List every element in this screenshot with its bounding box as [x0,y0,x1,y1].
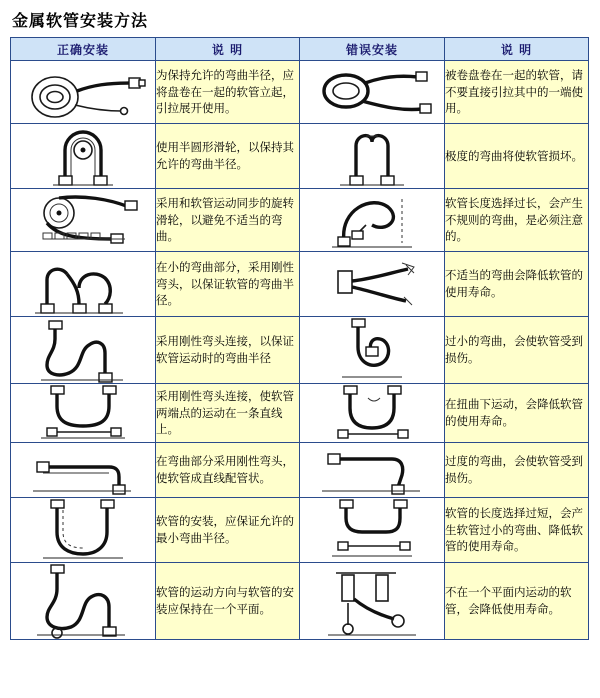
table-header [11,38,589,61]
correct-description: 软管的运动方向与软管的安装应保持在一个平面。 [156,563,300,640]
rigid-elbow-both-ends-icon [11,384,156,443]
excessive-bend-straight-run-icon [300,443,445,498]
rigid-elbow-small-bend-icon [11,252,156,317]
table-row [11,252,589,317]
improper-bend-at-fitting-icon [300,252,445,317]
coiled-hose-vertical-icon [11,61,156,124]
table-row [11,498,589,563]
installation-methods-table [10,37,589,640]
column-header-wrong-desc: 说 明 [445,38,589,61]
correct-description: 软管的安装，应保证允许的最小弯曲半径。 [156,498,300,563]
table-row [11,384,589,443]
wrong-description: 软管长度选择过长，会产生不规则的弯曲，是必须注意的。 [445,189,589,252]
coiled-hose-pulled-icon [300,61,445,124]
sync-rotating-pulley-icon [11,189,156,252]
table-row [11,317,589,384]
page-title: 金属软管安装方法 [12,11,149,30]
correct-description: 采用刚性弯头连接，使软管两端点的运动在一条直线上。 [156,384,300,443]
correct-description: 采用刚性弯头连接，以保证软管运动时的弯曲半径 [156,317,300,384]
correct-description: 在弯曲部分采用刚性弯头，使软管成直线配管状。 [156,443,300,498]
table-row [11,189,589,252]
column-header-correct-desc: 说 明 [156,38,300,61]
too-small-bend-radius-icon [300,317,445,384]
table-body [11,61,589,640]
table-row [11,563,589,640]
straight-pipe-with-elbow-icon [11,443,156,498]
wrong-description: 过度的弯曲，会使软管受到损伤。 [445,443,589,498]
wrong-description: 极度的弯曲将使软管损坏。 [445,124,589,189]
wrong-description: 软管的长度选择过短，会产生软管过小的弯曲、降低软管的使用寿命。 [445,498,589,563]
table-row [11,124,589,189]
wrong-description: 过小的弯曲，会使软管受到损伤。 [445,317,589,384]
table-header-row [11,38,589,61]
wrong-description: 被卷盘卷在一起的软管，请不要直接引拉其中的一端使用。 [445,61,589,124]
twisted-u-motion-icon [300,384,445,443]
overlong-hose-flat-bend-icon [300,498,445,563]
semicircular-sheave-bend-icon [11,124,156,189]
wrong-description: 不在一个平面内运动的软管，会降低使用寿命。 [445,563,589,640]
wrong-description: 在扭曲下运动，会降低软管的使用寿命。 [445,384,589,443]
correct-description: 在小的弯曲部分，采用刚性弯头，以保证软管的弯曲半径。 [156,252,300,317]
column-header-correct: 正确安装 [11,38,156,61]
same-plane-motion-icon [11,563,156,640]
correct-description: 使用半圆形滑轮，以保持其允许的弯曲半径。 [156,124,300,189]
overlong-hose-loop-icon [300,189,445,252]
out-of-plane-motion-icon [300,563,445,640]
column-header-wrong: 错误安装 [300,38,445,61]
sharp-v-bend-icon [300,124,445,189]
wrong-description: 不适当的弯曲会降低软管的使用寿命。 [445,252,589,317]
table-row [11,61,589,124]
minimum-bend-radius-u-icon [11,498,156,563]
correct-description: 为保持允许的弯曲半径，应将盘卷在一起的软管立起，引拉展开使用。 [156,61,300,124]
table-row [11,443,589,498]
correct-description: 采用和软管运动同步的旋转滑轮，以避免不适当的弯曲。 [156,189,300,252]
rigid-elbow-u-connection-icon [11,317,156,384]
